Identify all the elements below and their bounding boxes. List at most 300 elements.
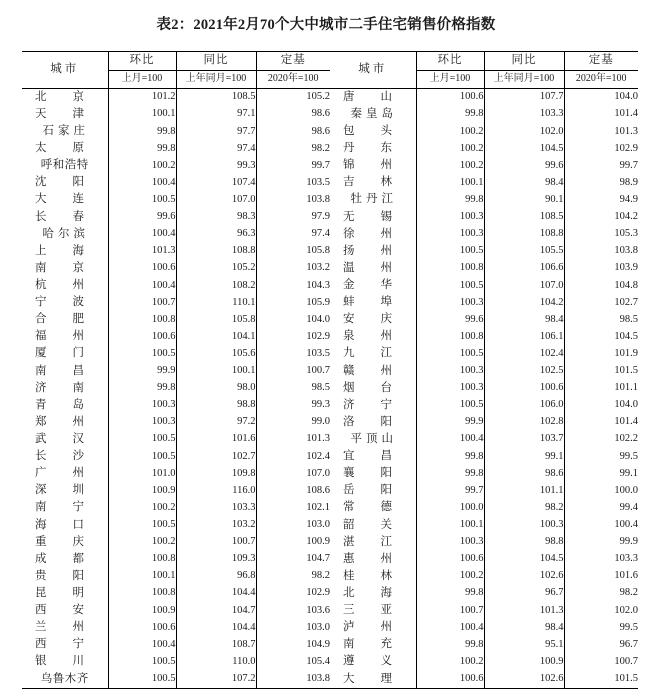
cell-yoy: 98.0 <box>176 380 256 397</box>
cell-yoy: 108.5 <box>176 89 256 107</box>
cell-yoy: 99.6 <box>484 157 564 174</box>
city-name: 深圳 <box>35 484 110 497</box>
city-name: 唐山 <box>343 90 418 103</box>
cell-base: 102.9 <box>256 329 330 346</box>
cell-yoy: 106.1 <box>484 329 564 346</box>
cell-city <box>22 226 108 243</box>
cell-yoy: 110.0 <box>176 654 256 671</box>
table-row <box>22 465 330 482</box>
cell-yoy: 102.4 <box>484 346 564 363</box>
cell-mom: 100.7 <box>108 294 176 311</box>
table-row <box>22 431 330 448</box>
cell-mom: 100.0 <box>416 500 484 517</box>
header-base-sub: 2020年=100 <box>564 70 638 89</box>
cell-city <box>330 226 416 243</box>
cell-base: 103.3 <box>564 551 638 568</box>
cell-city <box>330 157 416 174</box>
city-name: 呼和浩特 <box>40 159 89 172</box>
table-header-left <box>22 52 330 89</box>
cell-mom: 100.6 <box>108 619 176 636</box>
cell-base: 104.0 <box>564 397 638 414</box>
table-row <box>330 123 638 140</box>
cell-base: 98.5 <box>256 380 330 397</box>
cell-base: 99.3 <box>256 397 330 414</box>
table-row <box>22 363 330 380</box>
cell-city <box>330 140 416 157</box>
cell-city <box>22 551 108 568</box>
cell-base: 102.1 <box>256 500 330 517</box>
city-name: 合肥 <box>35 313 110 326</box>
cell-yoy: 100.9 <box>484 654 564 671</box>
cell-base: 103.2 <box>256 260 330 277</box>
cell-mom: 100.1 <box>416 175 484 192</box>
cell-mom: 100.5 <box>416 346 484 363</box>
table-row <box>330 602 638 619</box>
table-row <box>330 106 638 123</box>
cell-yoy: 104.1 <box>176 329 256 346</box>
cell-base: 101.4 <box>564 414 638 431</box>
cell-city <box>22 431 108 448</box>
city-name: 宜昌 <box>343 450 418 463</box>
cell-base: 102.9 <box>256 585 330 602</box>
cell-base: 99.1 <box>564 465 638 482</box>
cell-yoy: 95.1 <box>484 637 564 654</box>
cell-yoy: 102.8 <box>484 414 564 431</box>
cell-city <box>330 397 416 414</box>
cell-yoy: 109.3 <box>176 551 256 568</box>
table-row <box>22 89 330 107</box>
city-name: 三亚 <box>343 604 418 617</box>
cell-city <box>22 294 108 311</box>
header-yoy-sub: 上年同月=100 <box>176 70 256 89</box>
cell-city <box>22 585 108 602</box>
cell-mom: 100.5 <box>416 243 484 260</box>
cell-city <box>22 534 108 551</box>
header-city: 城市 <box>330 52 416 89</box>
cell-city <box>22 517 108 534</box>
cell-yoy: 103.7 <box>484 431 564 448</box>
header-city: 城市 <box>22 52 108 89</box>
city-name: 福州 <box>35 330 110 343</box>
cell-city <box>330 175 416 192</box>
table-row <box>22 226 330 243</box>
cell-base: 97.9 <box>256 209 330 226</box>
cell-base: 105.8 <box>256 243 330 260</box>
city-name: 牡丹江 <box>350 193 397 206</box>
cell-city <box>22 106 108 123</box>
cell-base: 103.9 <box>564 260 638 277</box>
table-row <box>22 192 330 209</box>
city-name: 南昌 <box>35 364 110 377</box>
table-row <box>330 414 638 431</box>
city-name: 厦门 <box>35 347 110 360</box>
cell-base: 96.7 <box>564 637 638 654</box>
city-name: 昆明 <box>35 586 110 599</box>
table-row <box>330 294 638 311</box>
cell-mom: 100.4 <box>416 619 484 636</box>
city-name: 长沙 <box>35 450 110 463</box>
cell-base: 99.7 <box>256 157 330 174</box>
cell-mom: 100.5 <box>108 517 176 534</box>
cell-yoy: 101.6 <box>176 431 256 448</box>
city-name: 北海 <box>343 586 418 599</box>
cell-yoy: 100.6 <box>484 380 564 397</box>
cell-mom: 100.2 <box>416 123 484 140</box>
cell-yoy: 104.5 <box>484 551 564 568</box>
cell-mom: 100.8 <box>108 311 176 328</box>
cell-yoy: 104.4 <box>176 585 256 602</box>
table-row <box>330 568 638 585</box>
table-row <box>330 654 638 671</box>
cell-yoy: 102.0 <box>484 123 564 140</box>
table-row <box>22 483 330 500</box>
page-title: 表2：2021年2月70个大中城市二手住宅销售价格指数 <box>156 17 496 33</box>
cell-yoy: 101.3 <box>484 602 564 619</box>
city-name: 泉州 <box>343 330 418 343</box>
table-row <box>330 226 638 243</box>
cell-base: 98.6 <box>256 123 330 140</box>
city-name: 北京 <box>35 90 110 103</box>
city-name: 银川 <box>35 655 110 668</box>
cell-city <box>22 500 108 517</box>
cell-yoy: 107.0 <box>484 277 564 294</box>
cell-city <box>330 654 416 671</box>
cell-base: 101.5 <box>564 671 638 689</box>
city-name: 乌鲁木齐 <box>40 672 89 685</box>
header-base-sub: 2020年=100 <box>256 70 330 89</box>
cell-base: 103.5 <box>256 346 330 363</box>
table-row <box>330 243 638 260</box>
cell-mom: 100.2 <box>416 654 484 671</box>
cell-yoy: 99.1 <box>484 448 564 465</box>
cell-base: 98.2 <box>256 568 330 585</box>
city-name: 徐州 <box>343 227 418 240</box>
cell-mom: 100.4 <box>108 637 176 654</box>
cell-base: 107.0 <box>256 465 330 482</box>
table-row <box>22 346 330 363</box>
tables-container <box>0 51 652 688</box>
cell-yoy: 98.4 <box>484 311 564 328</box>
cell-mom: 99.8 <box>416 465 484 482</box>
cell-yoy: 103.2 <box>176 517 256 534</box>
cell-base: 98.6 <box>256 106 330 123</box>
cell-city <box>330 551 416 568</box>
cell-yoy: 99.3 <box>176 157 256 174</box>
cell-mom: 100.3 <box>416 226 484 243</box>
cell-mom: 100.2 <box>108 500 176 517</box>
table-row <box>22 414 330 431</box>
cell-city <box>22 192 108 209</box>
cell-city <box>330 637 416 654</box>
cell-city <box>330 209 416 226</box>
header-base-label: 定基 <box>256 52 330 71</box>
cell-base: 102.4 <box>256 448 330 465</box>
cell-city <box>22 568 108 585</box>
header-yoy-sub: 上年同月=100 <box>484 70 564 89</box>
cell-mom: 99.8 <box>416 585 484 602</box>
table-row <box>22 551 330 568</box>
cell-base: 104.0 <box>564 89 638 107</box>
cell-yoy: 104.4 <box>176 619 256 636</box>
table-row <box>330 140 638 157</box>
header-row-primary <box>22 52 330 71</box>
table-row <box>22 329 330 346</box>
cell-city <box>330 243 416 260</box>
cell-mom: 100.9 <box>108 483 176 500</box>
cell-mom: 99.8 <box>416 637 484 654</box>
cell-mom: 100.3 <box>416 363 484 380</box>
cell-city <box>22 123 108 140</box>
cell-city <box>22 89 108 107</box>
cell-mom: 100.4 <box>108 277 176 294</box>
table-row <box>330 431 638 448</box>
cell-yoy: 97.4 <box>176 140 256 157</box>
table-row <box>22 671 330 689</box>
cell-city <box>22 346 108 363</box>
table-row <box>330 175 638 192</box>
cell-base: 101.5 <box>564 363 638 380</box>
city-name: 南京 <box>35 261 110 274</box>
cell-yoy: 103.3 <box>484 106 564 123</box>
city-name: 贵阳 <box>35 569 110 582</box>
cell-base: 101.4 <box>564 106 638 123</box>
cell-yoy: 106.0 <box>484 397 564 414</box>
cell-city <box>22 140 108 157</box>
cell-base: 104.9 <box>256 637 330 654</box>
cell-mom: 100.3 <box>416 380 484 397</box>
table-row <box>330 671 638 689</box>
cell-base: 103.5 <box>256 175 330 192</box>
cell-city <box>330 89 416 107</box>
header-mom-sub: 上月=100 <box>416 70 484 89</box>
table-row <box>330 585 638 602</box>
cell-base: 99.5 <box>564 448 638 465</box>
city-name: 丹东 <box>343 142 418 155</box>
city-name: 襄阳 <box>343 467 418 480</box>
cell-mom: 100.6 <box>416 551 484 568</box>
cell-yoy: 98.3 <box>176 209 256 226</box>
city-name: 温州 <box>343 261 418 274</box>
cell-base: 98.9 <box>564 175 638 192</box>
cell-mom: 100.9 <box>108 602 176 619</box>
cell-yoy: 100.7 <box>176 534 256 551</box>
table-header-right <box>330 52 638 89</box>
cell-mom: 99.9 <box>108 363 176 380</box>
cell-yoy: 107.2 <box>176 671 256 689</box>
cell-yoy: 108.8 <box>484 226 564 243</box>
city-name: 长春 <box>35 210 110 223</box>
cell-mom: 100.2 <box>108 534 176 551</box>
cell-city <box>22 637 108 654</box>
city-name: 兰州 <box>35 621 110 634</box>
table-row <box>330 483 638 500</box>
cell-mom: 99.9 <box>416 414 484 431</box>
city-name: 宁波 <box>35 296 110 309</box>
cell-mom: 100.2 <box>108 157 176 174</box>
cell-base: 104.0 <box>256 311 330 328</box>
cell-yoy: 96.8 <box>176 568 256 585</box>
cell-base: 98.2 <box>256 140 330 157</box>
cell-mom: 100.3 <box>416 294 484 311</box>
city-name: 烟台 <box>343 381 418 394</box>
cell-base: 101.3 <box>256 431 330 448</box>
cell-base: 99.7 <box>564 157 638 174</box>
city-name: 秦皇岛 <box>350 107 397 120</box>
header-yoy-label: 同比 <box>176 52 256 71</box>
cell-city <box>330 260 416 277</box>
cell-yoy: 98.8 <box>484 534 564 551</box>
cell-city <box>330 671 416 689</box>
cell-mom: 99.6 <box>416 311 484 328</box>
cell-city <box>22 311 108 328</box>
cell-base: 101.3 <box>564 123 638 140</box>
cell-mom: 100.6 <box>108 329 176 346</box>
cell-mom: 100.5 <box>416 397 484 414</box>
cell-mom: 100.1 <box>108 568 176 585</box>
cell-yoy: 102.7 <box>176 448 256 465</box>
table-row <box>330 363 638 380</box>
cell-city <box>22 209 108 226</box>
cell-mom: 101.0 <box>108 465 176 482</box>
city-name: 常德 <box>343 501 418 514</box>
cell-yoy: 98.4 <box>484 175 564 192</box>
cell-yoy: 104.5 <box>484 140 564 157</box>
cell-city <box>330 500 416 517</box>
table-row <box>330 157 638 174</box>
cell-yoy: 102.5 <box>484 363 564 380</box>
cell-yoy: 98.8 <box>176 397 256 414</box>
table-row <box>330 517 638 534</box>
cell-city <box>330 534 416 551</box>
city-name: 遵义 <box>343 655 418 668</box>
city-name: 南宁 <box>35 501 110 514</box>
cell-base: 100.9 <box>256 534 330 551</box>
cell-yoy: 108.7 <box>176 637 256 654</box>
header-row-primary <box>330 52 638 71</box>
city-name: 成都 <box>35 552 110 565</box>
cell-base: 100.7 <box>564 654 638 671</box>
cell-base: 101.6 <box>564 568 638 585</box>
table-row <box>22 500 330 517</box>
table-row <box>22 585 330 602</box>
cell-city <box>22 175 108 192</box>
cell-city <box>330 568 416 585</box>
cell-base: 101.9 <box>564 346 638 363</box>
table-row <box>330 89 638 107</box>
cell-base: 104.2 <box>564 209 638 226</box>
cell-yoy: 97.2 <box>176 414 256 431</box>
city-name: 石家庄 <box>42 125 89 138</box>
city-name: 哈尔滨 <box>42 227 89 240</box>
cell-base: 99.4 <box>564 500 638 517</box>
table-row <box>330 277 638 294</box>
cell-base: 103.6 <box>256 602 330 619</box>
cell-mom: 100.5 <box>108 346 176 363</box>
table-row <box>22 209 330 226</box>
table-row <box>330 637 638 654</box>
city-name: 韶关 <box>343 518 418 531</box>
cell-mom: 99.6 <box>108 209 176 226</box>
cell-yoy: 105.5 <box>484 243 564 260</box>
header-mom-sub: 上月=100 <box>108 70 176 89</box>
cell-mom: 100.2 <box>416 157 484 174</box>
cell-mom: 100.4 <box>108 226 176 243</box>
cell-mom: 99.8 <box>108 380 176 397</box>
cell-city <box>22 243 108 260</box>
city-name: 锦州 <box>343 159 418 172</box>
cell-mom: 100.2 <box>416 568 484 585</box>
city-name: 天津 <box>35 107 110 120</box>
cell-mom: 100.6 <box>108 260 176 277</box>
city-name: 惠州 <box>343 552 418 565</box>
cell-base: 103.0 <box>256 517 330 534</box>
cell-yoy: 90.1 <box>484 192 564 209</box>
table-row <box>22 294 330 311</box>
table-row <box>330 619 638 636</box>
city-name: 青岛 <box>35 398 110 411</box>
cell-base: 102.9 <box>564 140 638 157</box>
cell-mom: 100.6 <box>416 89 484 107</box>
table-row <box>22 157 330 174</box>
cell-base: 105.2 <box>256 89 330 107</box>
city-name: 济宁 <box>343 398 418 411</box>
cell-yoy: 116.0 <box>176 483 256 500</box>
cell-mom: 100.1 <box>416 517 484 534</box>
cell-yoy: 102.6 <box>484 671 564 689</box>
cell-city <box>330 602 416 619</box>
table-row <box>22 260 330 277</box>
cell-mom: 99.8 <box>416 106 484 123</box>
city-name: 重庆 <box>35 535 110 548</box>
cell-mom: 100.8 <box>108 585 176 602</box>
cell-mom: 100.5 <box>108 448 176 465</box>
table-body-right <box>330 89 638 689</box>
city-name: 湛江 <box>343 535 418 548</box>
city-name: 大连 <box>35 193 110 206</box>
city-name: 杭州 <box>35 279 110 291</box>
cell-base: 102.2 <box>564 431 638 448</box>
cell-yoy: 105.6 <box>176 346 256 363</box>
table-row <box>330 192 638 209</box>
cell-yoy: 98.4 <box>484 619 564 636</box>
cell-city <box>330 517 416 534</box>
table-row <box>330 346 638 363</box>
table-row <box>22 106 330 123</box>
city-name: 蚌埠 <box>343 296 418 309</box>
cell-yoy: 104.2 <box>484 294 564 311</box>
city-name: 海口 <box>35 518 110 531</box>
city-name: 泸州 <box>343 621 418 634</box>
city-name: 扬州 <box>343 244 418 257</box>
cell-yoy: 108.5 <box>484 209 564 226</box>
header-base-label: 定基 <box>564 52 638 71</box>
table-row <box>330 465 638 482</box>
cell-base: 108.6 <box>256 483 330 500</box>
cell-city <box>22 602 108 619</box>
table-row <box>22 619 330 636</box>
cell-city <box>330 448 416 465</box>
cell-yoy: 100.1 <box>176 363 256 380</box>
cell-city <box>22 671 108 689</box>
cell-base: 101.1 <box>564 380 638 397</box>
cell-base: 104.5 <box>564 329 638 346</box>
cell-yoy: 106.6 <box>484 260 564 277</box>
cell-mom: 100.1 <box>108 106 176 123</box>
cell-city <box>22 448 108 465</box>
table-row <box>330 311 638 328</box>
cell-mom: 100.8 <box>416 329 484 346</box>
cell-mom: 100.3 <box>416 209 484 226</box>
